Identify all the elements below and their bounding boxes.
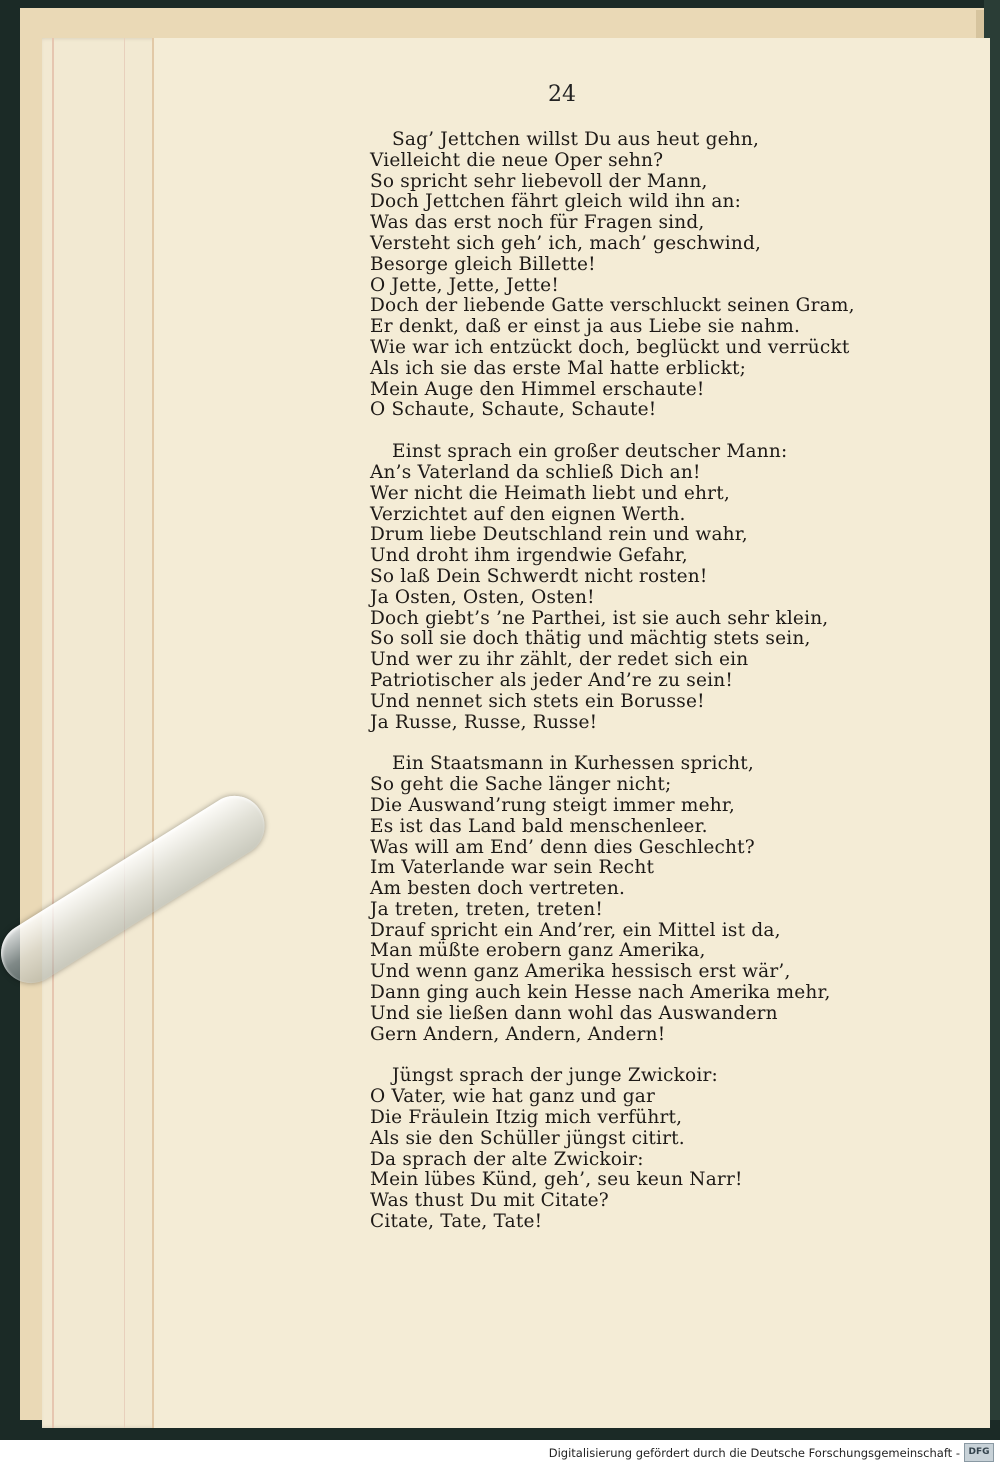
poem-line: So laß Dein Schwerdt nicht rosten!: [370, 565, 708, 587]
poem-line: Versteht sich geh’ ich, mach’ geschwind,: [370, 232, 762, 254]
poem-line: Als sie den Schüller jüngst citirt.: [370, 1127, 685, 1149]
poem-line: Was das erst noch für Fragen sind,: [370, 212, 705, 234]
poem-line: So geht die Sache länger nicht;: [370, 774, 672, 796]
poem-line: Als ich sie das erste Mal hatte erblickt;: [370, 357, 747, 379]
poem-line: Jüngst sprach der junge Zwickoir:: [392, 1065, 718, 1087]
poem-line: O Vater, wie hat ganz und gar: [370, 1086, 656, 1108]
poem-line: Drum liebe Deutschland rein und wahr,: [370, 524, 748, 546]
poem-line: Doch giebt’s ’ne Parthei, ist sie auch sehr klein,: [370, 607, 829, 629]
stanza: [370, 754, 850, 1045]
poem-line: Wer nicht die Heimath liebt und ehrt,: [370, 482, 730, 504]
poem-line: Ein Staatsmann in Kurhessen spricht,: [392, 753, 754, 775]
poem-line: Ja Osten, Osten, Osten!: [370, 586, 595, 608]
poem-line: O Jette, Jette, Jette!: [370, 274, 559, 296]
poem-line: Am besten doch vertreten.: [370, 878, 626, 900]
poem-line: Wie war ich entzückt doch, beglückt und verrückt: [370, 336, 850, 358]
poem-line: Doch der liebende Gatte verschluckt seinen Gram,: [370, 295, 855, 317]
page-number: 24: [548, 82, 576, 107]
poem-line: Ja Russe, Russe, Russe!: [370, 711, 598, 733]
poem-line: Dann ging auch kein Hesse nach Amerika mehr,: [370, 982, 831, 1004]
poem-line: Citate, Tate, Tate!: [370, 1211, 543, 1233]
poem-line: Mein lübes Künd, geh’, seu keun Narr!: [370, 1169, 743, 1191]
poem-line: Ja treten, treten, treten!: [370, 898, 604, 920]
poem-line: Drauf spricht ein And’rer, ein Mittel ist da,: [370, 919, 781, 941]
poem-line: Und wenn ganz Amerika hessisch erst wär’,: [370, 961, 791, 983]
poem-line: Sag’ Jettchen willst Du aus heut gehn,: [392, 129, 760, 150]
dfg-logo: DFG: [964, 1443, 994, 1462]
poem-line: Einst sprach ein großer deutscher Mann:: [392, 441, 788, 463]
footer-credit: Digitalisierung gefördert durch die Deutsche Forschungsgemeinschaft -: [548, 1446, 960, 1460]
poem-line: O Schaute, Schaute, Schaute!: [370, 399, 657, 421]
poem: [370, 129, 855, 1254]
poem-line: Vielleicht die neue Oper sehn?: [370, 149, 664, 171]
poem-line: Er denkt, daß er einst ja aus Liebe sie nahm.: [370, 316, 801, 338]
poem-line: Es ist das Land bald menschenleer.: [370, 815, 708, 837]
poem-line: Und wer zu ihr zählt, der redet sich ein: [370, 649, 749, 671]
poem-line: Gern Andern, Andern, Andern!: [370, 1023, 666, 1045]
poem-line: Besorge gleich Billette!: [370, 253, 596, 275]
poem-line: Da sprach der alte Zwickoir:: [370, 1148, 644, 1170]
poem-line: Was thust Du mit Citate?: [370, 1190, 609, 1212]
poem-line: Man müßte erobern ganz Amerika,: [370, 940, 706, 962]
poem-line: Was will am End’ denn dies Geschlecht?: [370, 836, 755, 858]
poem-line: Im Vaterlande war sein Recht: [370, 857, 655, 879]
poem-line: Und droht ihm irgendwie Gefahr,: [370, 545, 688, 567]
poem-line: Die Fräulein Itzig mich verführt,: [370, 1107, 683, 1129]
poem-line: Die Auswand’rung steigt immer mehr,: [370, 794, 735, 816]
poem-line: An’s Vaterland da schließ Dich an!: [370, 461, 701, 483]
poem-line: So soll sie doch thätig und mächtig stets sein,: [370, 628, 811, 650]
page-edge-line: [52, 38, 54, 1428]
poem-line: So spricht sehr liebevoll der Mann,: [370, 170, 708, 192]
page-fold-line: [124, 38, 125, 1428]
poem-line: Verzichtet auf den eignen Werth.: [370, 503, 686, 525]
poem-line: Patriotischer als jeder And’re zu sein!: [370, 669, 734, 691]
poem-line: Doch Jettchen fährt gleich wild ihn an:: [370, 191, 742, 213]
stanza: [370, 1066, 850, 1232]
stanza: [370, 129, 855, 421]
poem-line: Und sie ließen dann wohl das Auswandern: [370, 1002, 778, 1024]
stanza: [370, 442, 850, 733]
poem-line: Und nennet sich stets ein Borusse!: [370, 690, 705, 712]
poem-line: Mein Auge den Himmel erschaute!: [370, 378, 705, 400]
